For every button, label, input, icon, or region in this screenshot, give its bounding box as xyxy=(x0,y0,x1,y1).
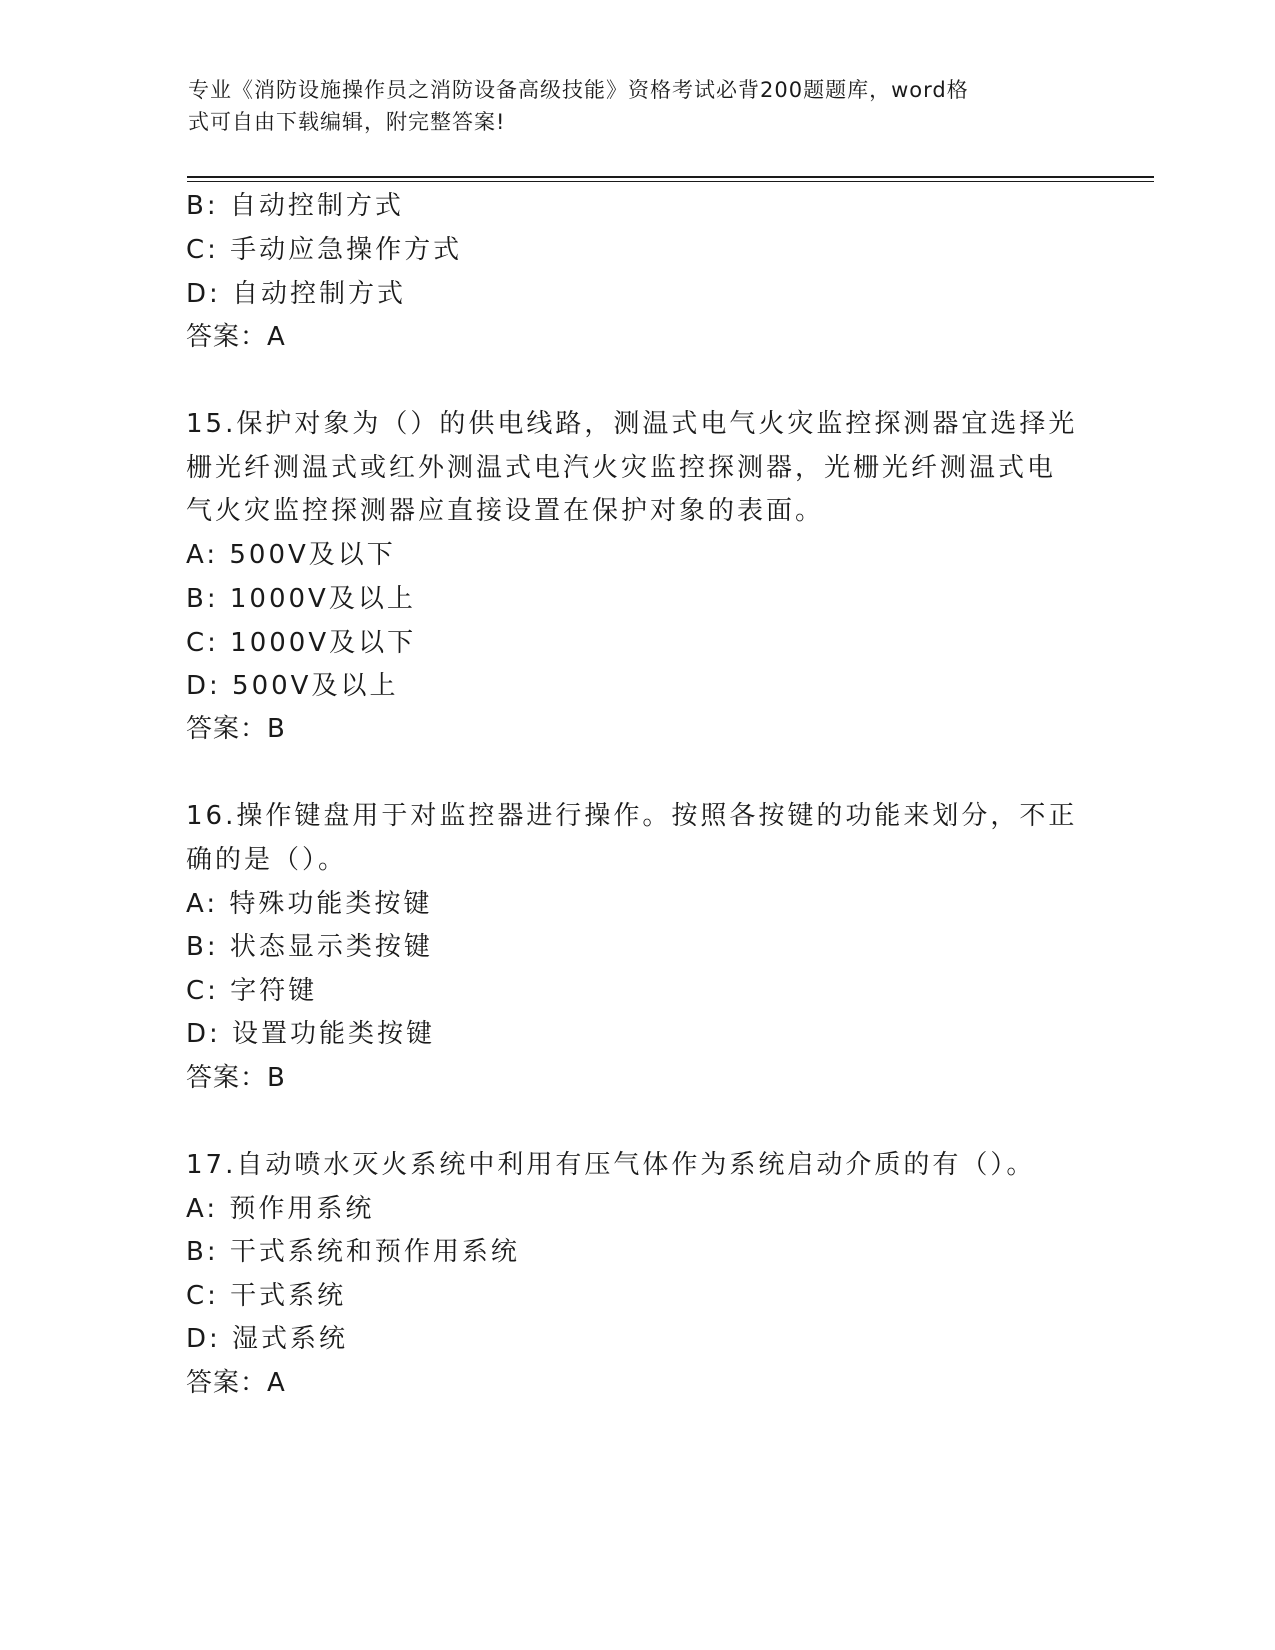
q15-stem-line-3: 气火灾监控探测器应直接设置在保护对象的表面。 xyxy=(186,496,825,526)
q15-option-b: B: 1000V及以上 xyxy=(186,584,416,614)
q16-option-a: A: 特殊功能类按键 xyxy=(186,889,433,919)
prev-option-d: D: 自动控制方式 xyxy=(186,279,407,309)
header-line-1: 专业《消防设施操作员之消防设备高级技能》资格考试必背200题题库，word格 xyxy=(188,78,969,102)
q15-stem-line-2: 栅光纤测温式或红外测温式电汽火灾监控探测器，光栅光纤测温式电 xyxy=(186,453,1057,483)
q15-stem-line-1: 15.保护对象为（）的供电线路，测温式电气火灾监控探测器宜选择光 xyxy=(186,409,1078,439)
prev-answer: 答案：A xyxy=(186,322,286,352)
q15-option-a: A: 500V及以下 xyxy=(186,540,396,570)
header-divider-thin xyxy=(187,181,1154,182)
q16-answer: 答案：B xyxy=(186,1063,286,1093)
prev-option-c: C: 手动应急操作方式 xyxy=(186,235,463,265)
q17-option-c: C: 干式系统 xyxy=(186,1281,347,1311)
q17-option-a: A: 预作用系统 xyxy=(186,1194,375,1224)
q15-option-c: C: 1000V及以下 xyxy=(186,628,417,658)
document-header xyxy=(188,74,1088,138)
prev-option-b: B: 自动控制方式 xyxy=(186,191,404,221)
q15-answer: 答案：B xyxy=(186,714,286,744)
q17-stem-line-1: 17.自动喷水灭火系统中利用有压气体作为系统启动介质的有（）。 xyxy=(186,1150,1036,1180)
q16-stem-line-1: 16.操作键盘用于对监控器进行操作。按照各按键的功能来划分，不正 xyxy=(186,801,1078,831)
q17-option-b: B: 干式系统和预作用系统 xyxy=(186,1237,520,1267)
q16-stem-line-2: 确的是（）。 xyxy=(186,845,348,875)
q16-option-c: C: 字符键 xyxy=(186,976,318,1006)
q17-answer: 答案：A xyxy=(186,1368,286,1398)
q15-option-d: D: 500V及以上 xyxy=(186,671,399,701)
header-line-2: 式可自由下载编辑，附完整答案! xyxy=(188,110,506,134)
q16-option-b: B: 状态显示类按键 xyxy=(186,932,433,962)
q16-option-d: D: 设置功能类按键 xyxy=(186,1019,436,1049)
header-divider-thick xyxy=(187,176,1154,178)
q17-option-d: D: 湿式系统 xyxy=(186,1324,349,1354)
